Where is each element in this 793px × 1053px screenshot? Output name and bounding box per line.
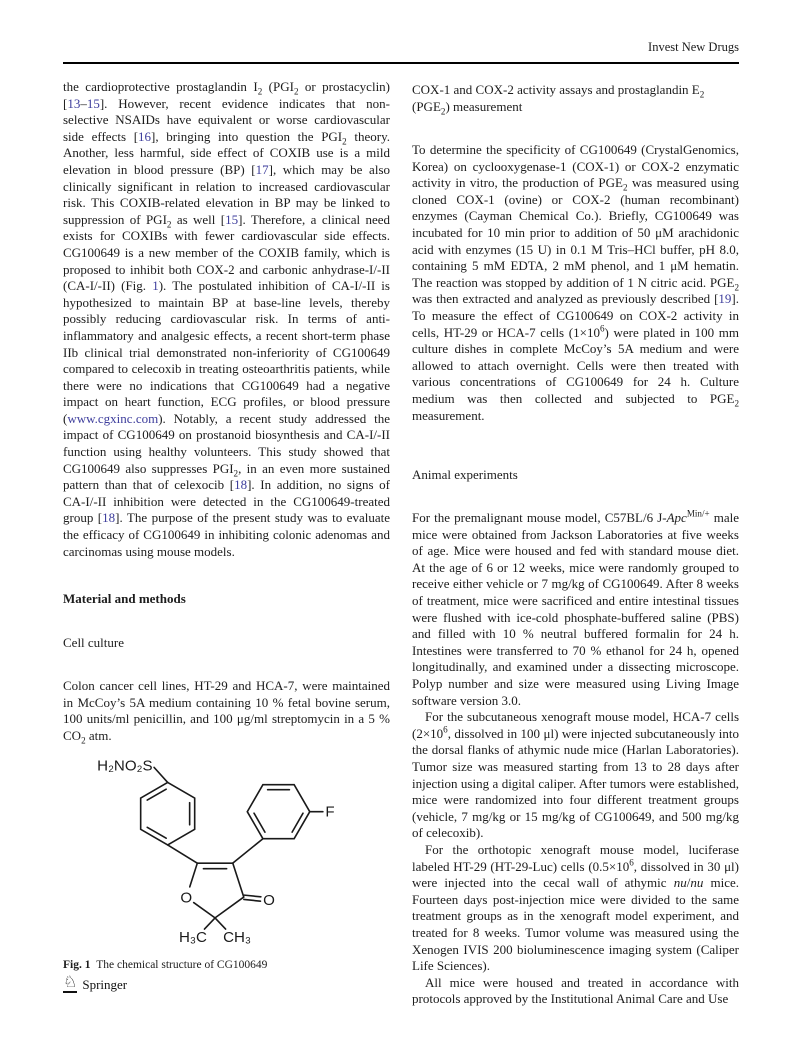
subsection-heading-cox-assays: COX-1 and COX-2 activity assays and prostaglandin $E_2$ $(PGE_2)$ measurement [412,82,705,117]
fluorine-label: F [325,803,335,821]
citation-link[interactable]: 17 [255,161,269,177]
animal-paragraph-1: For the premalignant mouse model, C57BL/6 J-Apc$^{Min/+}$ male mice were obtained from Jackson Laboratories at five weeks of age. Mice were housed and fed with standard mouse diet. At the age of 6 or 12 weeks, mice were randomly grouped to receive either vehicle or 7 mg/kg of CG100649. After 8 weeks of treatment, mice were sacrificed and entire intestinal tissues were flushed with ice-cold phosphate-buffered saline (PBS) and filled with 10 % neutral buffered formalin for 24 h. Intestines were transferred to 70 % ethanol for 24 h, opened longitudinally, and examined under a dissecting microscope. Polyp number and size were measured using Living Image software version 3.0. [412,508,740,708]
publisher-name: Springer [82,977,128,992]
citation-link[interactable]: 16 [138,128,152,144]
citation-link[interactable]: 13 [67,95,81,111]
two-column-layout [63,79,739,1008]
chemical-structure-drawing [79,753,341,951]
external-link[interactable]: www.cgxinc.com [67,410,159,426]
page-content [63,40,739,1008]
figure-caption-label: Fig. 1 [63,958,91,971]
ring-oxygen-label: O [180,888,193,906]
sulfonamide-label: H₂NO₂S [97,756,153,774]
cox-assays-paragraph: To determine the specificity of CG100649 (CrystalGenomics, Korea) on cyclooxygenase-1 (COX-1) or COX-2 enzymatic activity in vitro, the production of $PGE_2$ was measured using cloned COX-1 (ovine) or COX-2 (human recombinant) enzymes (Cayman Chemical Co.). Briefly, CG100649 was incubated for 10 min prior to addition of 50 μM arachidonic acid with enzymes (15 U) in 0.1 M Tris–HCl buffer, pH 8.0, containing 5 mM EDTA, 2 mM phenol, and 1 μM hematin. The reaction was stopped by addition of 1 N citric acid. $PGE_2$ was then extracted and analyzed as previously described [19]. To measure the effect of CG100649 on COX-2 activity in cells, HT-29 or HCA-7 cells $(1\times 10^6)$ were plated in 100 mm culture dishes in complete McCoy’s 5A medium and were allowed to attach overnight. Cells were then treated with various concentrations of CG100649 for 24 h. Culture medium was then collected and subjected to $PGE_2$ measurement. [412,142,739,423]
citation-link[interactable]: 18 [234,477,248,493]
subsection-heading-animal-experiments: Animal experiments [412,467,518,483]
animal-paragraph-2: For the subcutaneous xenograft mouse model, HCA-7 cells ($2\times 10^6$, dissolved in 100 μl) were injected subcutaneously into the dorsal flanks of athymic nude mice (Harlan Laboratories). Tumor size was measured starting from 13 to 28 days after injection using a digital caliper. After tumors were established, mice were randomized into four different treatment groups (vehicle, 7 mg/kg or 15 mg/kg of CG100649, and 500 mg/kg of celecoxib). [412,709,739,841]
subsection-heading-cell-culture: Cell culture [63,635,125,651]
citation-link[interactable]: 15 [225,211,239,227]
figure-link[interactable]: 1 [152,278,159,294]
methyl-right-label: CH₃ [223,928,252,946]
figure-caption [63,958,390,972]
methyl-left-label: H₃C [178,928,207,946]
figure-1 [79,753,390,956]
citation-link[interactable]: 18 [102,510,116,526]
section-heading-material-methods: Material and methods [63,591,186,607]
cell-culture-paragraph: Colon cancer cell lines, HT-29 and HCA-7, were maintained in McCoy’s 5A medium containing 10 % fetal bovine serum, 100 units/ml penicillin, and 100 μg/ml streptomycin in a 5 % $CO_2$ atm. [63,678,390,746]
benzene-ring-right [247,784,309,838]
citation-link[interactable]: 15 [86,95,100,111]
publisher-footer [63,976,127,993]
ketone-oxygen-label: O [263,891,275,909]
animal-paragraph-3: For the orthotopic xenograft mouse model, luciferase labeled HT-29 (HT-29-Luc) cells ($0.5\times 10^6$, dissolved in 30 μl) were injected into the cecal wall of athymic nu/nu mice. Fourteen days post-injection mice were divided to the same treatment groups as in the xenograft model experiment, and treated for 8 weeks. Tumor volume was measured using the Xenogen IVIS 200 bioluminescence imaging system (Caliper Life Sciences). [412,841,739,974]
springer-logo-icon: ♘ [63,974,78,991]
animal-paragraph-4: All mice were housed and treated in accordance with protocols approved by the Institutional Animal Care and Use [412,974,739,1007]
right-column [412,79,739,1008]
figure-caption-text: The chemical structure of CG100649 [96,958,268,971]
running-head [63,40,739,64]
benzene-ring-left [141,782,195,844]
journal-name: Invest New Drugs [648,40,739,54]
intro-paragraph: the cardioprotective prostaglandin $I_2$ ($PGI_2$ or prostacyclin) [13–15]. However, recent evidence indicates that non-selective NSAIDs have equivalent or worse cardiovascular side effects [16], bringing into question the $PGI_2$ theory. Another, less harmful, side effect of COXIB use is a mild elevation in blood pressure (BP) [17], which may be also clinically significant in relation to increased cardiovascular risk. This COXIB-related elevation in BP may be linked to suppression of $PGI_2$ as well [15]. Therefore, a clinical need exists for COXIBs with fewer cardiovascular side effects. CG100649 is a new member of the COXIB family, which is proposed to inhibit both COX-2 and carbonic anhydrase-I/-II (CA-I/-II) (Fig. 1). The postulated inhibition of CA-I/-II is hypothesized to maintain BP at base-line levels, thereby possibly reducing cardiovascular risk. In terms of anti-inflammatory and analgesic effects, a recent short-term phase IIb clinical trial demonstrated non-inferiority of CG100649 compared to celecoxib in treating osteoarthritis patients, while there were no indications that CG100649 had a negative impact on heart function, ECG profiles, or blood pressure (www.cgxinc.com). Notably, a recent study addressed the impact of CG100649 on prostanoid biosynthesis and CA-I/-II function using healthy volunteers. This study showed that CG100649 also suppresses $PGI_2$, in an even more sustained pattern than that of celexocib [18]. In addition, no signs of CA-I/-II inhibition were detected in the CG100649-treated group [18]. The purpose of the present study was to evaluate the efficacy of CG100649 in inhibiting colonic adenomas and carcinomas using mouse models. [63,79,391,559]
left-column [63,79,390,1008]
citation-link[interactable]: 19 [718,291,732,307]
